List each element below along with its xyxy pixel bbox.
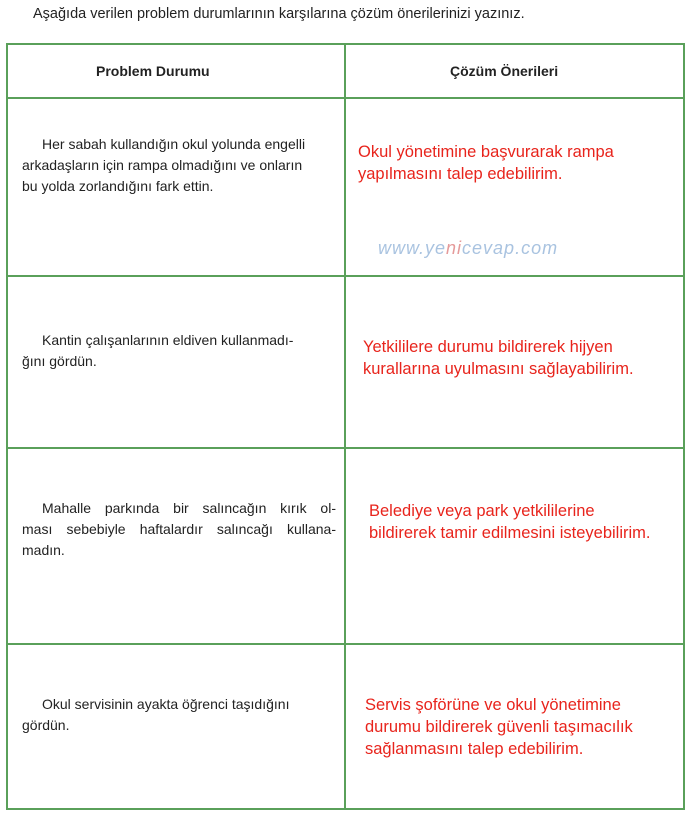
solution-line: Servis şoförüne ve okul yönetimine (365, 696, 621, 714)
problem-line: Kantin çalışanlarının eldiven kullanmadı- (42, 332, 294, 348)
problem-line: madın. (22, 542, 65, 558)
solution-line: durumu bildirerek güvenli taşımacılık (365, 718, 633, 736)
table-column-divider (344, 43, 346, 810)
problem-cell-2 (22, 330, 336, 372)
watermark (378, 238, 558, 259)
solution-line: Okul yönetimine başvurarak rampa (358, 143, 614, 161)
problem-line: Okul servisinin ayakta öğrenci taşıdığını (42, 696, 290, 712)
problem-line: ması sebebiyle haftalardır salıncağı kullana- (22, 521, 336, 537)
problem-cell-1 (22, 134, 336, 197)
solution-line: yapılmasını talep edebilirim. (358, 165, 563, 183)
header-problem: Problem Durumu (96, 63, 210, 79)
problem-line: arkadaşların için rampa olmadığını ve onların (22, 157, 303, 173)
instruction-text: Aşağıda verilen problem durumlarının karşılarına çözüm önerilerinizi yazınız. (33, 6, 525, 22)
solution-line: bildirerek tamir edilmesini isteyebilirim. (369, 524, 651, 542)
problem-solution-table (6, 43, 685, 810)
solution-cell-4 (365, 694, 633, 760)
solution-cell-2 (363, 336, 634, 380)
solution-line: sağlanmasını talep edebilirim. (365, 740, 584, 758)
row-divider (6, 447, 685, 449)
problem-line: bu yolda zorlandığını fark ettin. (22, 178, 214, 194)
solution-line: kurallarına uyulmasını sağlayabilirim. (363, 360, 634, 378)
solution-line: Belediye veya park yetkililerine (369, 502, 595, 520)
problem-line: Mahalle parkında bir salıncağın kırık ol- (42, 500, 336, 516)
problem-cell-3 (22, 498, 336, 561)
header-divider (6, 97, 685, 99)
problem-line: ğını gördün. (22, 353, 97, 369)
solution-cell-1 (358, 141, 614, 185)
watermark-prefix: www.ye (378, 238, 447, 258)
row-divider (6, 643, 685, 645)
problem-cell-4 (22, 694, 336, 736)
watermark-accent: ni (446, 238, 463, 258)
table-border-top (6, 43, 685, 45)
problem-line: gördün. (22, 717, 70, 733)
header-solution: Çözüm Önerileri (450, 63, 559, 79)
watermark-suffix: cevap.com (462, 238, 559, 258)
solution-line: Yetkililere durumu bildirerek hijyen (363, 338, 613, 356)
table-border-bottom (6, 808, 685, 810)
table-border-left (6, 43, 8, 810)
solution-cell-3 (369, 500, 651, 544)
problem-line: Her sabah kullandığın okul yolunda engelli (42, 136, 306, 152)
row-divider (6, 275, 685, 277)
table-border-right (683, 43, 685, 810)
